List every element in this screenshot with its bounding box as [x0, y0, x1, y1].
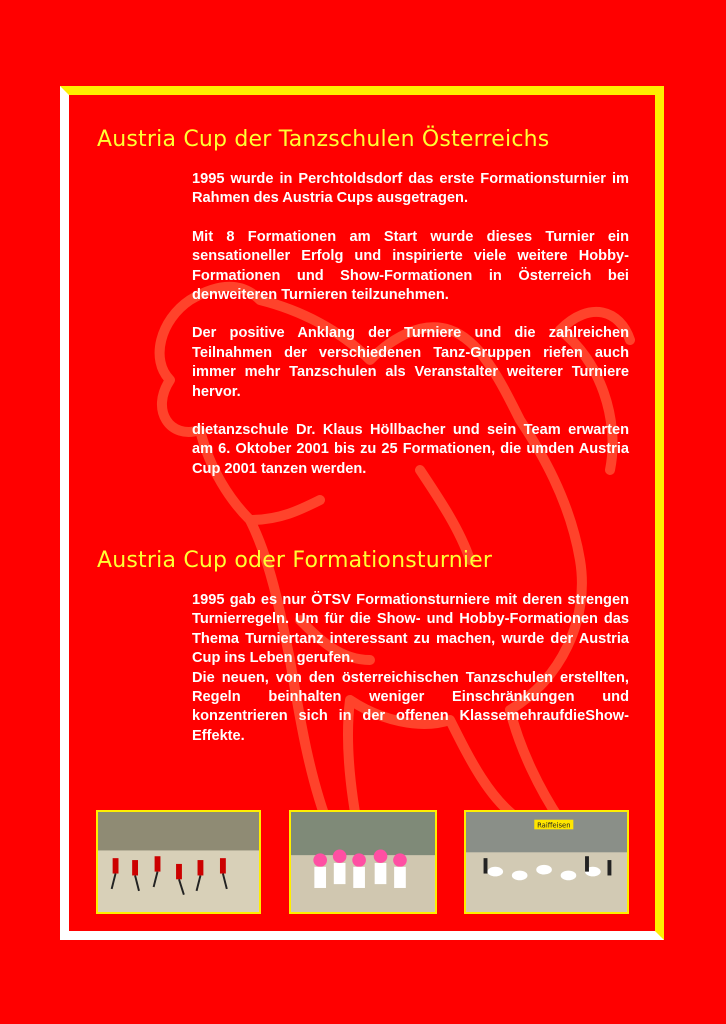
section2-paragraph-1: 1995 gab es nur ÖTSV Formationsturniere mit deren strengen Turnierregeln. Um für die Show- und Hobby-Formationen das Thema Turniertanz interessant zu machen, wurde der Austria Cup ins Leben gerufen. [192, 592, 629, 667]
section2-title: Austria Cup oder Formationsturnier [97, 548, 493, 573]
formation-photo-3 [464, 810, 629, 914]
raiffeisen-banner: Raiffeisen [537, 821, 571, 830]
section1-body [192, 170, 629, 498]
section2-paragraph-2: Die neuen, von den österreichischen Tanzschulen erstellten, Regeln beinhalten weniger Einschränkungen und konzentrieren sich in der offenen KlassemehraufdieShow-Effekte. [192, 669, 629, 744]
formation-photo-2 [289, 810, 437, 914]
section1-paragraph-4: dietanzschule Dr. Klaus Höllbacher und sein Team erwarten am 6. Oktober 2001 bis zu 25 Formationen, die umden Austria Cup 2001 tanzen werden. [192, 422, 629, 477]
section2-body [192, 591, 629, 765]
formation-photo-1 [96, 810, 261, 914]
section1-paragraph-3: Der positive Anklang der Turniere und die zahlreichen Teilnahmen der verschiedenen Tanz-Gruppen riefen auch immer mehr Tanzschulen als Veranstalter weiterer Turniere hervor. [192, 325, 629, 400]
section1-paragraph-2: Mit 8 Formationen am Start wurde dieses Turnier ein sensationeller Erfolg und inspirierte viele weitere Hobby-Formationen und Show-Formationen in Österreich bei denweiteren Turnieren teilzunehmen. [192, 228, 629, 304]
section1-paragraph-1: 1995 wurde in Perchtoldsdorf das erste Formationsturnier im Rahmen des Austria Cups ausgetragen. [192, 171, 629, 207]
section1-title: Austria Cup der Tanzschulen Österreichs [97, 127, 550, 152]
